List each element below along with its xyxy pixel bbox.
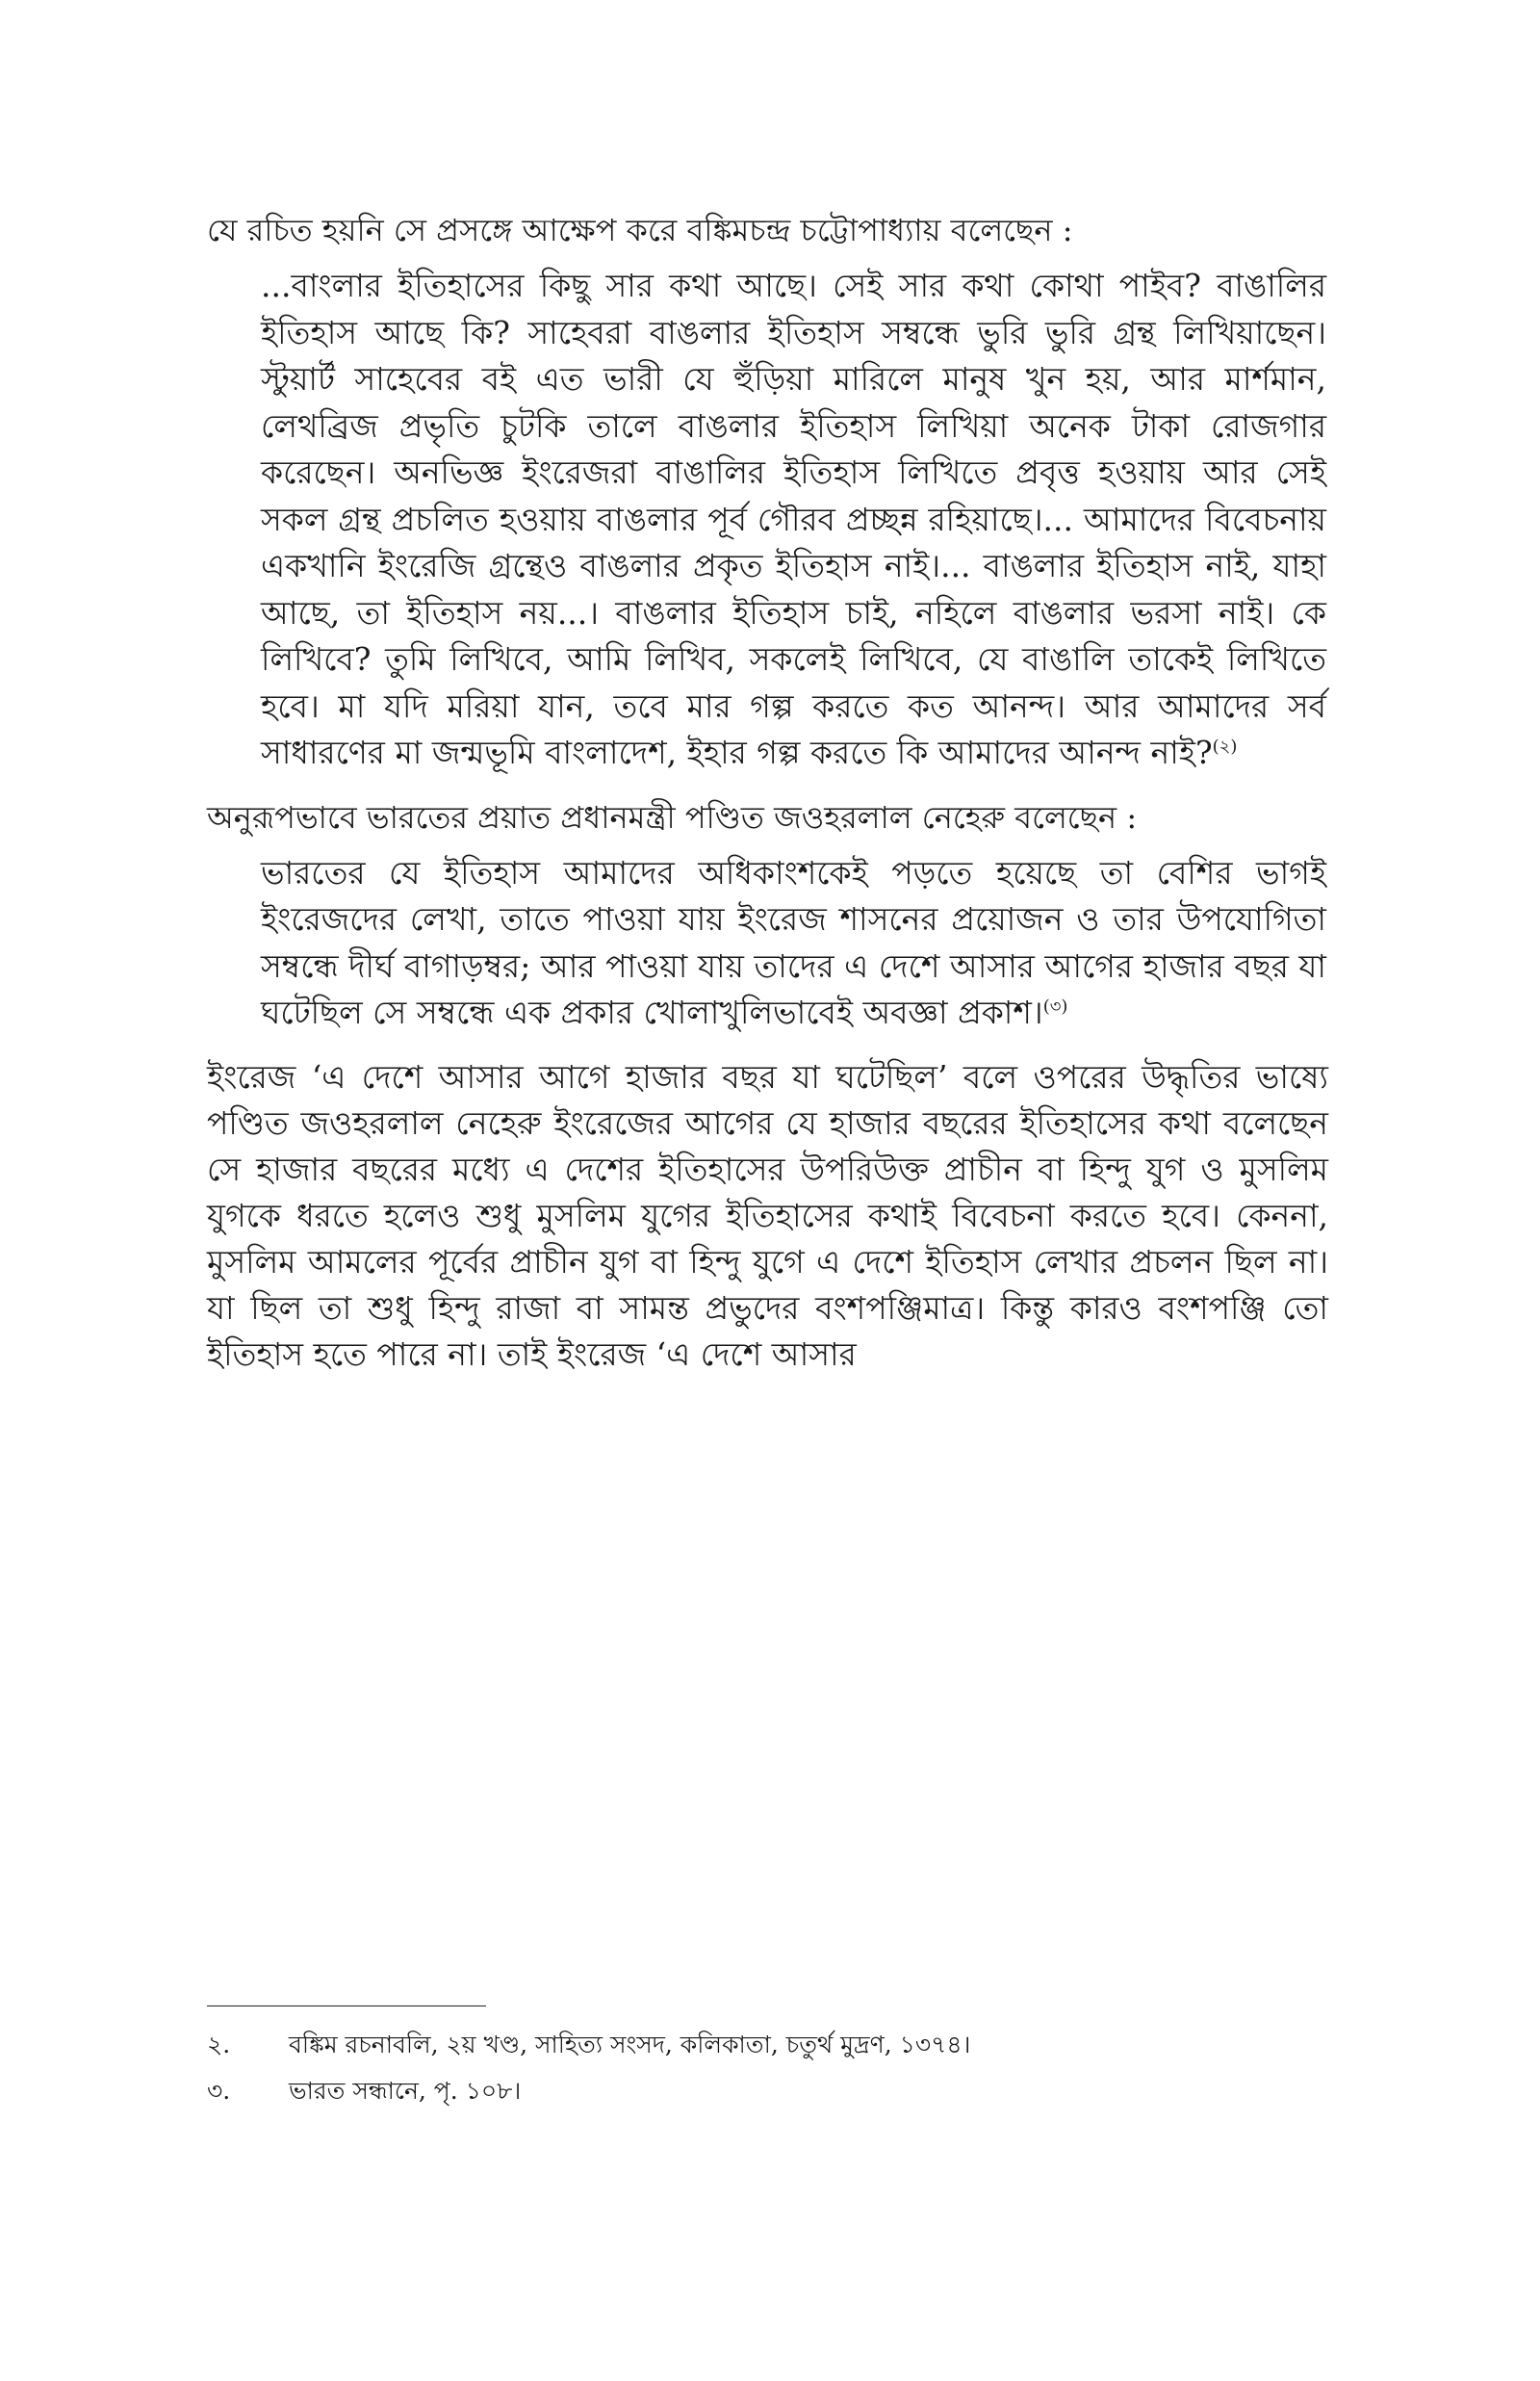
body-paragraph: ইংরেজ ‘এ দেশে আসার আগে হাজার বছর যা ঘটেছিল’ বলে ওপরের উদ্ধৃতির ভাষ্যে পণ্ডিত জওহরলাল নেহেরু ইংরেজের আগের যে হাজার বছরের ইতিহাসের কথা বলেছেন সে হাজার বছরের মধ্যে এ দেশের ইতিহাসের উপরিউক্ত প্রাচীন বা হিন্দু যুগ ও মুসলিম যুগকে ধরতে হলেও শুধু মুসলিম যুগের ইতিহাসের কথাই বিবেচনা করতে হবে। কেননা, মুসলিম আমলের পূর্বের প্রাচীন যুগ বা হিন্দু যুগে এ দেশে ইতিহাস লেখার প্রচলন ছিল না। যা ছিল তা শুধু হিন্দু রাজা বা সামন্ত প্রভুদের বংশপঞ্জিমাত্র। কিন্তু কারও বংশপঞ্জি তো ইতিহাস হতে পারে না। তাই ইংরেজ ‘এ দেশে আসার — [207, 1057, 1328, 1373]
intro-bankim: যে রচিত হয়নি সে প্রসঙ্গে আক্ষেপ করে বঙ্কিমচন্দ্র চট্টোপাধ্যায় বলেছেন : — [207, 212, 1073, 248]
page-body — [207, 207, 1328, 1378]
footnote-text: বঙ্কিম রচনাবলি, ২য় খণ্ড, সাহিত্য সংসদ, কলিকাতা, চতুর্থ মুদ্রণ, ১৩৭৪। — [289, 2031, 971, 2058]
intro-nehru: অনুরূপভাবে ভারতের প্রয়াত প্রধানমন্ত্রী পণ্ডিত জওহরলাল নেহেরু বলেছেন : — [207, 798, 1138, 836]
quote-bankim — [261, 263, 1326, 777]
quote-bankim-text: ...বাংলার ইতিহাসের কিছু সার কথা আছে। সেই সার কথা কোথা পাইব? বাঙালির ইতিহাস আছে কি? সাহেবরা বাঙলার ইতিহাস সম্বন্ধে ভুরি ভুরি গ্রন্থ লিখিয়াছেন। স্টুয়ার্ট সাহেবের বই এত ভারী যে হুঁড়িয়া মারিলে মানুষ খুন হয়, আর মার্শমান, লেথব্রিজ প্রভৃতি চুটকি তালে বাঙলার ইতিহাস লিখিয়া অনেক টাকা রোজগার করেছেন। অনভিজ্ঞ ইংরেজরা বাঙালির ইতিহাস লিখিতে প্রবৃত্ত হওয়ায় আর সেই সকল গ্রন্থ প্রচলিত হওয়ায় বাঙলার পূর্ব গৌরব প্রচ্ছন্ন রহিয়াছে।... আমাদের বিবেচনায় একখানি ইংরেজি গ্রন্থেও বাঙলার প্রকৃত ইতিহাস নাই।... বাঙলার ইতিহাস নাই, যাহা আছে, তা ইতিহাস নয়...। বাঙলার ইতিহাস চাই, নহিলে বাঙলার ভরসা নাই। কে লিখিবে? তুমি লিখিবে, আমি লিখিব, সকলেই লিখিবে, যে বাঙালি তাকেই লিখিতে হবে। মা যদি মরিয়া যান, তবে মার গল্প করতে কত আনন্দ। আর আমাদের সর্ব সাধারণের মা জন্মভূমি বাংলাদেশ, ইহার গল্প করতে কি আমাদের আনন্দ নাই? — [261, 267, 1326, 771]
quote-nehru-text: ভারতের যে ইতিহাস আমাদের অধিকাংশকেই পড়তে হয়েছে তা বেশির ভাগই ইংরেজদের লেখা, তাতে পাওয়া যায় ইংরেজ শাসনের প্রয়োজন ও তার উপযোগিতা সম্বন্ধে দীর্ঘ বাগাড়ম্বর; আর পাওয়া যায় তাদের এ দেশে আসার আগের হাজার বছর যা ঘটেছিল সে সম্বন্ধে এক প্রকার খোলাখুলিভাবেই অবজ্ঞা প্রকাশ। — [261, 853, 1326, 1031]
quote-nehru — [261, 850, 1326, 1037]
footnote-ref-3[interactable]: (৩) — [1042, 996, 1068, 1017]
footnote-2 — [207, 2022, 1328, 2068]
footnote-number: ২. — [207, 2031, 231, 2058]
footnotes — [207, 2022, 1328, 2114]
footnote-text: ভারত সন্ধানে, পৃ. ১০৮। — [289, 2077, 522, 2105]
footnote-3 — [207, 2068, 1328, 2114]
footnote-number: ৩. — [207, 2077, 231, 2105]
footnote-ref-2[interactable]: (২) — [1212, 737, 1238, 757]
